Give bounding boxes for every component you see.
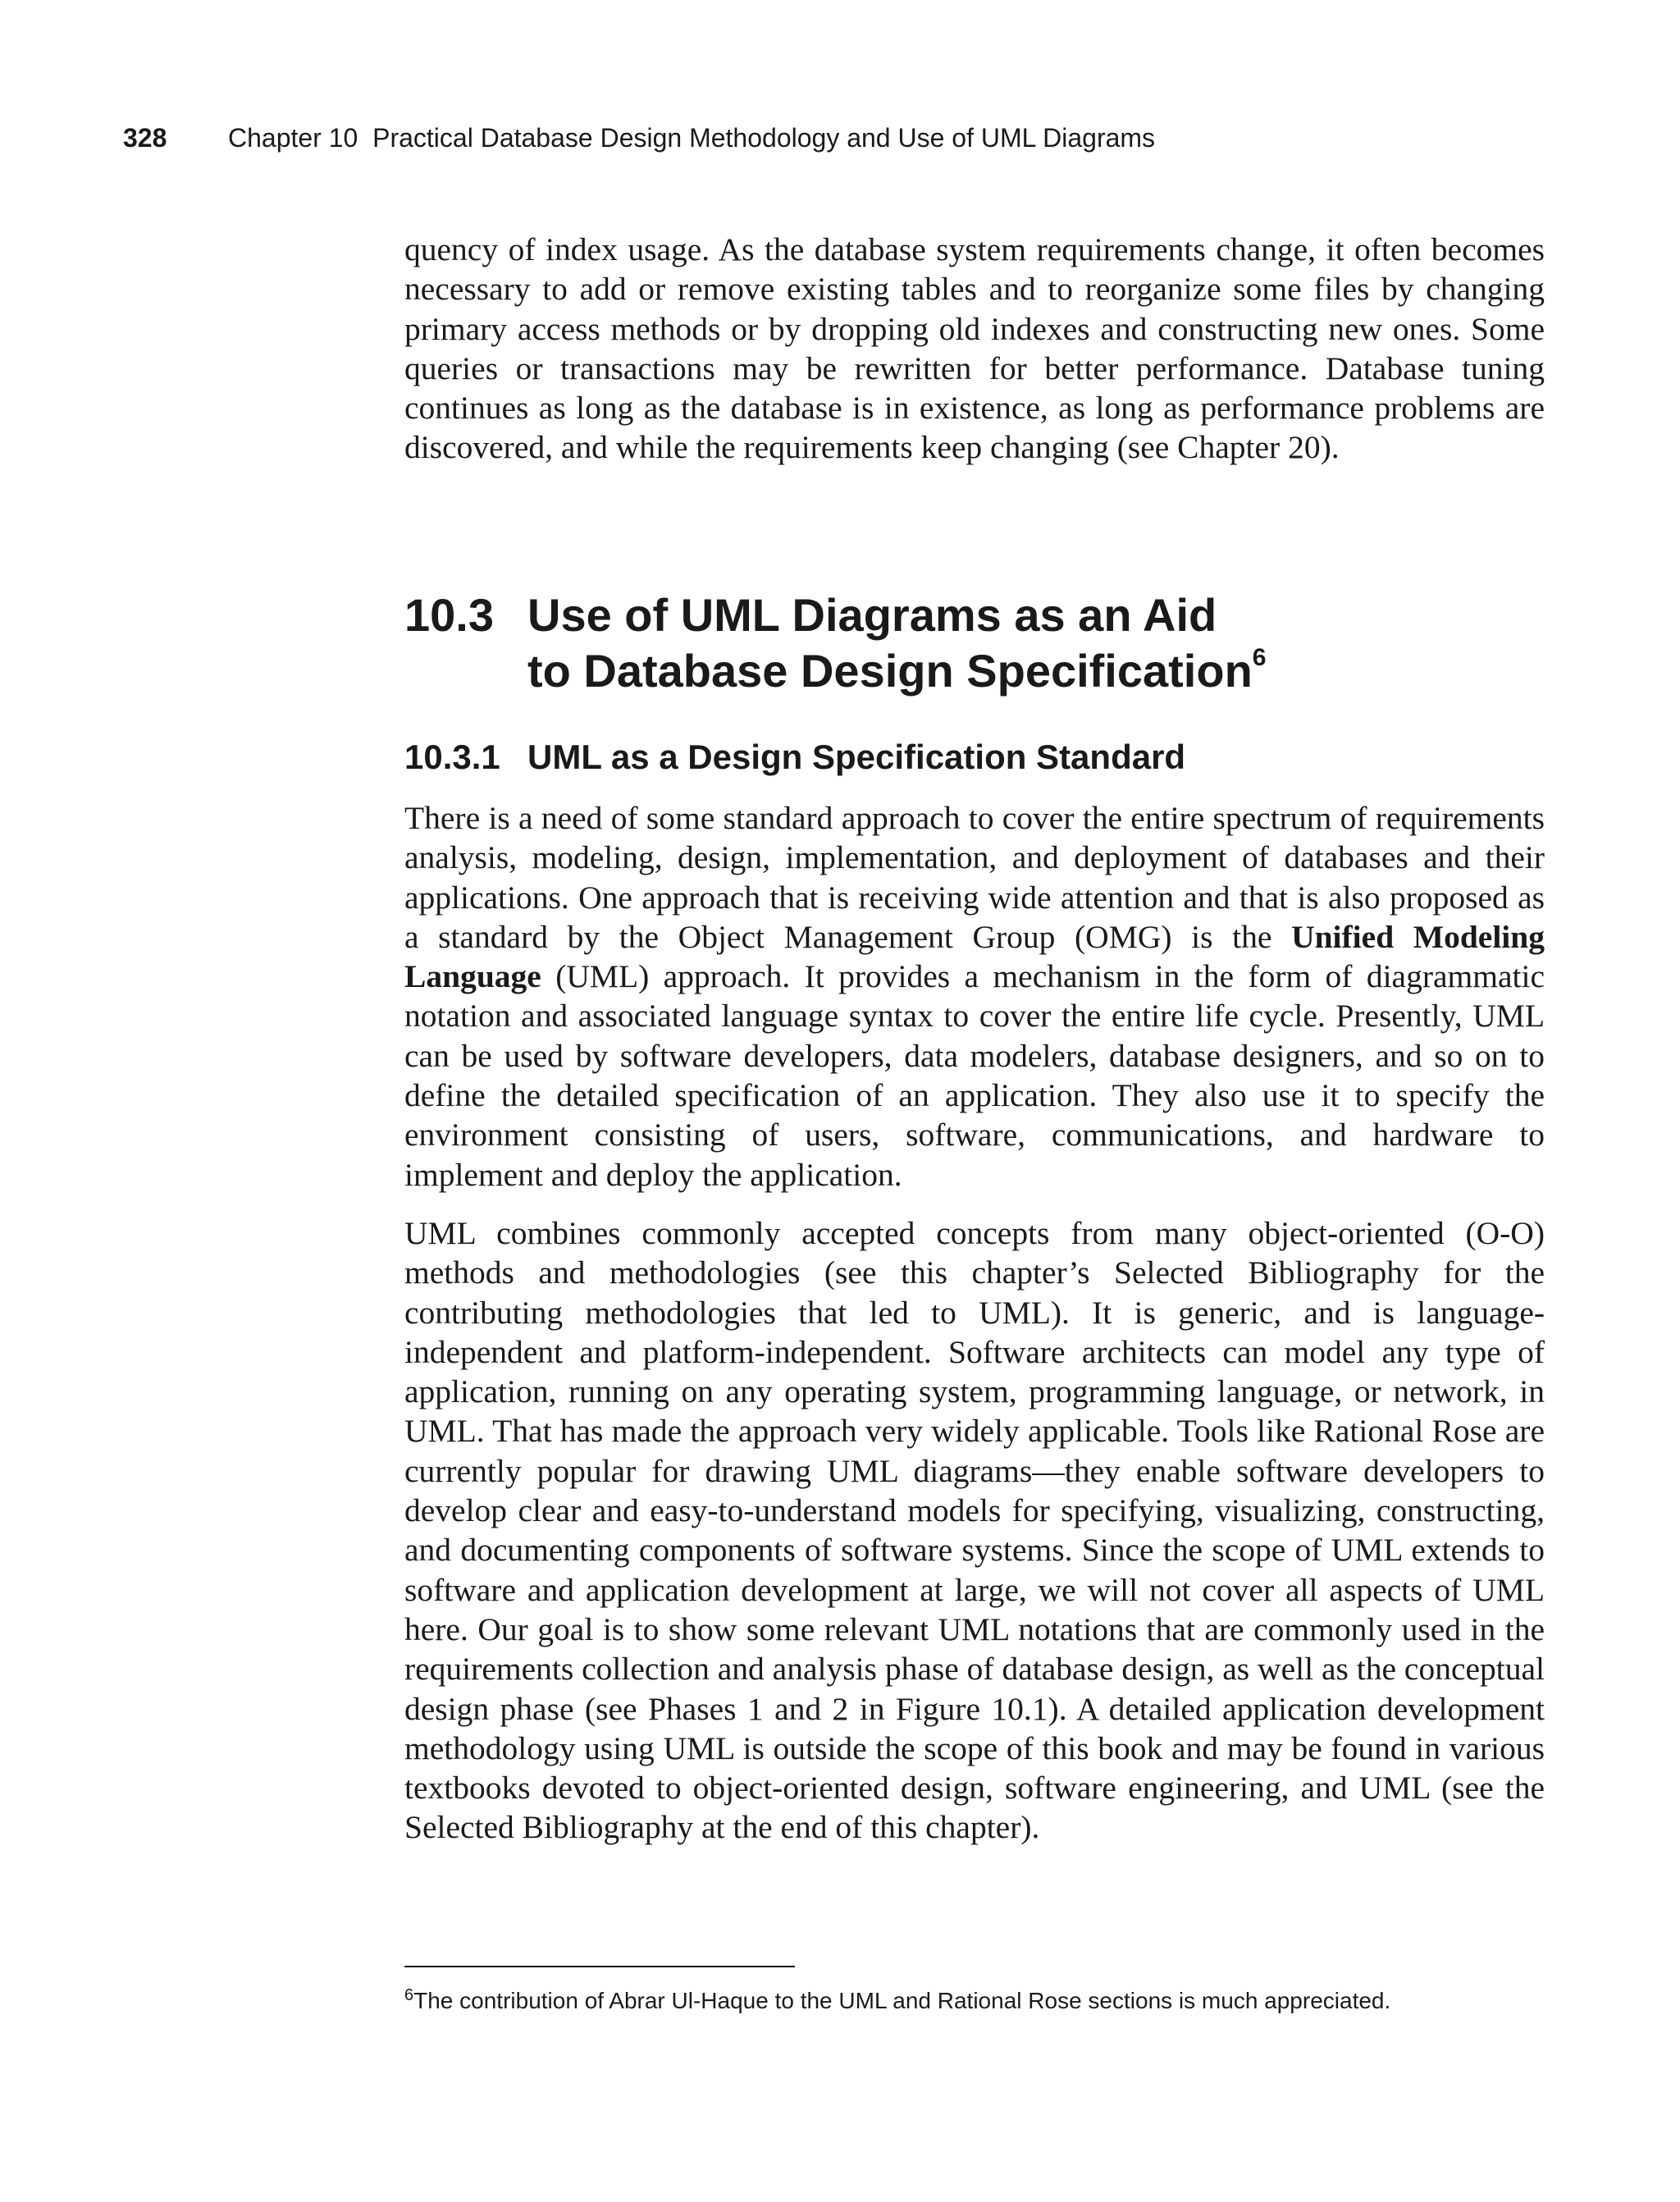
chapter-title: Chapter 10 Practical Database Design Methodology and Use of UML Diagrams — [228, 123, 1156, 153]
subsection-number: 10.3.1 — [404, 738, 500, 776]
paragraph-text: There is a need of some standard approach to cover the entire spectrum of requirements analysis, modeling, design, implementation, and deployment of databases and their applications. One approach that is receiving wide attention and that is also proposed as a standard by the Object Management Group (OMG) is the — [404, 800, 1545, 955]
page-number: 328 — [123, 123, 167, 153]
section-heading — [404, 587, 1545, 699]
section-title-line-1: Use of UML Diagrams as an Aid — [527, 589, 1217, 641]
paragraph-text: (UML) approach. It provides a mechanism in the form of diagrammatic notation and associated language syntax to cover the entire life cycle. Presently, UML can be used by software developers, data modelers, database designers, and so on to define the detailed specification of an application. They also use it to specify the environment consisting of users, software, communications, and hardware to implement and deploy the application. — [404, 958, 1545, 1193]
footnote-divider — [404, 1966, 795, 1967]
subsection-heading — [404, 737, 1545, 778]
footnote-text: The contribution of Abrar Ul-Haque to the UML and Rational Rose sections is much appreciated. — [413, 1988, 1391, 2013]
paragraph: quency of index usage. As the database system requirements change, it often becomes necessary to add or remove existing tables and to reorganize some files by changing primary access methods or by dropping old indexes and constructing new ones. Some queries or transactions may be rewritten for better performance. Database tuning continues as long as the database is in existence, as long as performance problems are discovered, and while the requirements keep changing (see Chapter 20). — [404, 231, 1545, 466]
footnote-marker: 6 — [404, 1986, 414, 2004]
section-number: 10.3 — [404, 589, 494, 641]
subsection-title: UML as a Design Specification Standard — [527, 738, 1186, 776]
footnote-reference: 6 — [1252, 644, 1267, 671]
footnote — [404, 1985, 1553, 2017]
section-title-line-2: to Database Design Specification — [527, 645, 1253, 697]
paragraph: UML combines commonly accepted concepts from many object-oriented (O-O) methods and methodologies (see this chapter’s Selected Bibliography for the contributing methodologies that led to UML). It is generic, and is language-independent and platform-independent. Software architects can model any type of application, running on any operating system, programming language, or network, in UML. That has made the approach very widely applicable. Tools like Rational Rose are currently popular for drawing UML diagrams—they enable software developers to develop clear and easy-to-understand models for specifying, visualizing, constructing, and documenting components of software systems. Since the scope of UML extends to software and application development at large, we will not cover all aspects of UML here. Our goal is to show some relevant UML notations that are commonly used in the requirements collection and analysis phase of database design, as well as the conceptual design phase (see Phases 1 and 2 in Figure 10.1). A detailed application development methodology using UML is outside the scope of this book and may be found in various textbooks devoted to object-oriented design, software engineering, and UML (see the Selected Bibliography at the end of this chapter). — [404, 1215, 1545, 1846]
paragraph — [404, 798, 1545, 1195]
bold-term: Unified Modeling Language — [404, 918, 1545, 995]
running-head — [123, 121, 1155, 154]
